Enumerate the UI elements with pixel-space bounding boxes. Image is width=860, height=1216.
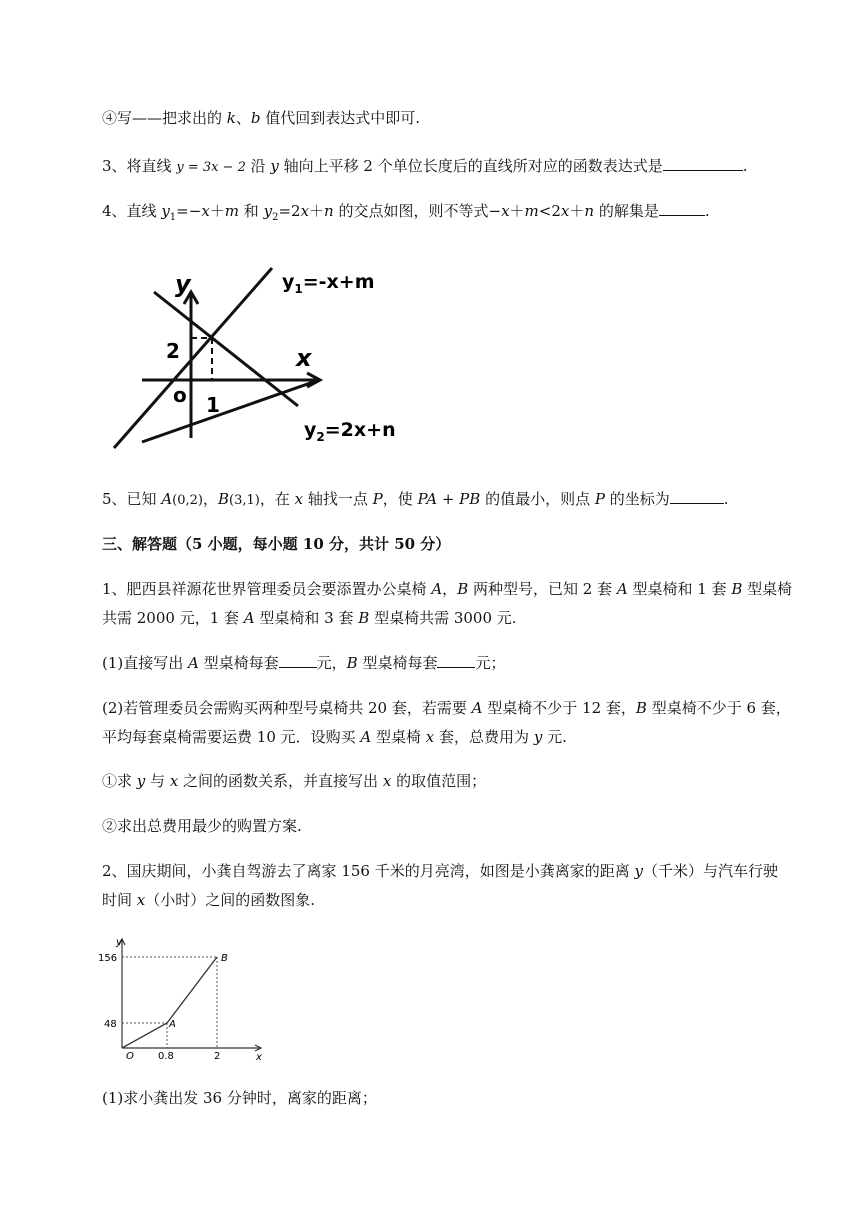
q4-x3: x	[501, 202, 510, 220]
q5-text-b: ，在	[259, 490, 295, 508]
q5-a-coord: (0,2)	[172, 493, 203, 508]
q3-answer-blank[interactable]	[663, 154, 743, 171]
q5-text: 5、已知	[102, 490, 162, 508]
q5-text-c: 轴找一点	[303, 490, 373, 508]
step4-sep: 、	[235, 109, 251, 127]
fig2-point-b: B	[221, 953, 228, 964]
problem-1-part-2-line-1: (2)若管理委员会需购买两种型号桌椅共 20 套，若需要 A 型桌椅不少于 12 套，B 型桌椅不少于 6 套，	[102, 699, 791, 717]
q4-eq1: =−	[176, 202, 202, 220]
q4-x2: x	[300, 202, 310, 220]
fig2-origin: O	[126, 1051, 134, 1062]
question-4	[102, 199, 710, 229]
figure-intersecting-lines	[100, 262, 420, 458]
fig2-tick-48: 48	[104, 1019, 117, 1030]
fig1-y-label: y	[175, 270, 191, 298]
problem-1-line-1: 1、肥西县祥源花世界管理委员会要添置办公桌椅 A，B 两种型号，已知 2 套 A 型桌椅和 1 套 B 型桌椅	[102, 580, 793, 598]
var-b: b	[250, 109, 261, 127]
problem-1-part-1: (1)直接写出 A 型桌椅每套 元，B 型桌椅每套 元；	[102, 651, 506, 674]
fig1-y2-equation: $y_2=2x+n$	[304, 419, 396, 444]
section-3-heading: 三、解答题（5 小题，每小题 10 分，共计 50 分）	[102, 535, 451, 553]
q4-eq2: =2	[278, 202, 301, 220]
q4-n2: n	[584, 202, 595, 220]
step4-rest: 值代回到表达式中即可.	[260, 109, 421, 127]
q5-point-a: A	[161, 490, 173, 508]
q5-x: x	[294, 490, 304, 508]
q4-n1: n	[324, 202, 334, 220]
problem-1-part-2b: ②求出总费用最少的购置方案.	[102, 817, 302, 835]
q4-plus2: ＋	[309, 202, 325, 220]
q4-end: .	[704, 202, 710, 220]
problem-2-part-1: (1)求小龚出发 36 分钟时，离家的距离；	[102, 1089, 377, 1107]
fig2-tick-2: 2	[214, 1051, 221, 1062]
fig1-x-label: x	[296, 344, 312, 372]
q5-answer-blank[interactable]	[670, 487, 724, 504]
q4-less-than: <2	[538, 202, 561, 220]
q4-y2: y	[263, 202, 273, 220]
q4-text: 4、直线	[102, 202, 162, 220]
fig2-point-a: A	[169, 1019, 176, 1030]
q3-text: 3、将直线	[102, 157, 177, 175]
q5-point-b: B	[218, 490, 230, 508]
q4-y1: y	[161, 202, 170, 220]
problem-1-part-2a: ①求 y 与 x 之间的函数关系，并直接写出 x 的取值范围；	[102, 772, 487, 790]
q5-point-p2: P	[594, 490, 605, 508]
q4-answer-blank[interactable]	[659, 199, 705, 216]
q4-x4: x	[560, 202, 570, 220]
p1-price-b-blank[interactable]	[437, 651, 475, 668]
fig2-tick-0-8: 0.8	[158, 1051, 174, 1062]
q4-m2: m	[524, 202, 539, 220]
q5-b-coord: (3,1)	[229, 493, 260, 508]
fig2-tick-156: 156	[98, 953, 118, 964]
fig2-x-label: x	[256, 1052, 262, 1062]
fig1-y1-equation: $y_1=-x+m$	[282, 271, 375, 296]
q3-y-axis: y	[270, 157, 279, 175]
q4-y1-sub: 1	[169, 212, 177, 223]
q3-expression: y = 3x − 2	[176, 160, 246, 175]
q3-text-c: 轴向上平移 2 个单位长度后的直线所对应的函数表达式是	[278, 157, 663, 175]
step-four-line	[102, 107, 420, 129]
figure-distance-time-graph	[96, 930, 276, 1062]
q4-text-d: 的解集是	[594, 202, 659, 220]
q4-text-c: 的交点如图，则不等式−	[333, 202, 502, 220]
step4-text: ④写——把求出的	[102, 109, 227, 127]
q5-end: .	[723, 490, 729, 508]
q5-text-d: ，使	[382, 490, 418, 508]
q4-x1: x	[201, 202, 210, 220]
problem-2-line-2: 时间 x（小时）之间的函数图象.	[102, 891, 316, 909]
q4-plus4: ＋	[569, 202, 585, 220]
problem-1-part-2-line-2: 平均每套桌椅需要运费 10 元．设购买 A 型桌椅 x 套，总费用为 y 元.	[102, 728, 567, 746]
q5-comma: ，	[202, 490, 218, 508]
q5-text-f: 的坐标为	[604, 490, 670, 508]
fig2-graph-line	[122, 957, 217, 1048]
q4-plus1: ＋	[209, 202, 225, 220]
q3-text-b: 沿	[245, 157, 271, 175]
q4-m1: m	[224, 202, 240, 220]
problem-1-line-2: 共需 2000 元，1 套 A 型桌椅和 3 套 B 型桌椅共需 3000 元.	[102, 609, 517, 627]
p1-price-a-blank[interactable]	[279, 651, 317, 668]
q5-point-p: P	[372, 490, 383, 508]
q4-and: 和	[239, 202, 264, 220]
fig1-tick-2: 2	[166, 339, 180, 363]
q5-expression: PA + PB	[417, 490, 481, 508]
problem-2-line-1: 2、国庆期间，小龚自驾游去了离家 156 千米的月亮湾，如图是小龚离家的距离 y（千米）与汽车行驶	[102, 862, 778, 880]
var-k: k	[226, 109, 236, 127]
q5-text-e: 的值最小，则点	[480, 490, 595, 508]
q4-plus3: ＋	[509, 202, 525, 220]
fig2-y-label: y	[116, 937, 122, 948]
fig1-tick-1: 1	[206, 393, 220, 417]
question-5	[102, 487, 729, 512]
fig1-origin: o	[173, 383, 187, 407]
x-axis	[142, 380, 319, 442]
q4-y2-sub: 2	[272, 212, 279, 223]
q3-end: .	[742, 157, 748, 175]
question-3	[102, 154, 748, 179]
